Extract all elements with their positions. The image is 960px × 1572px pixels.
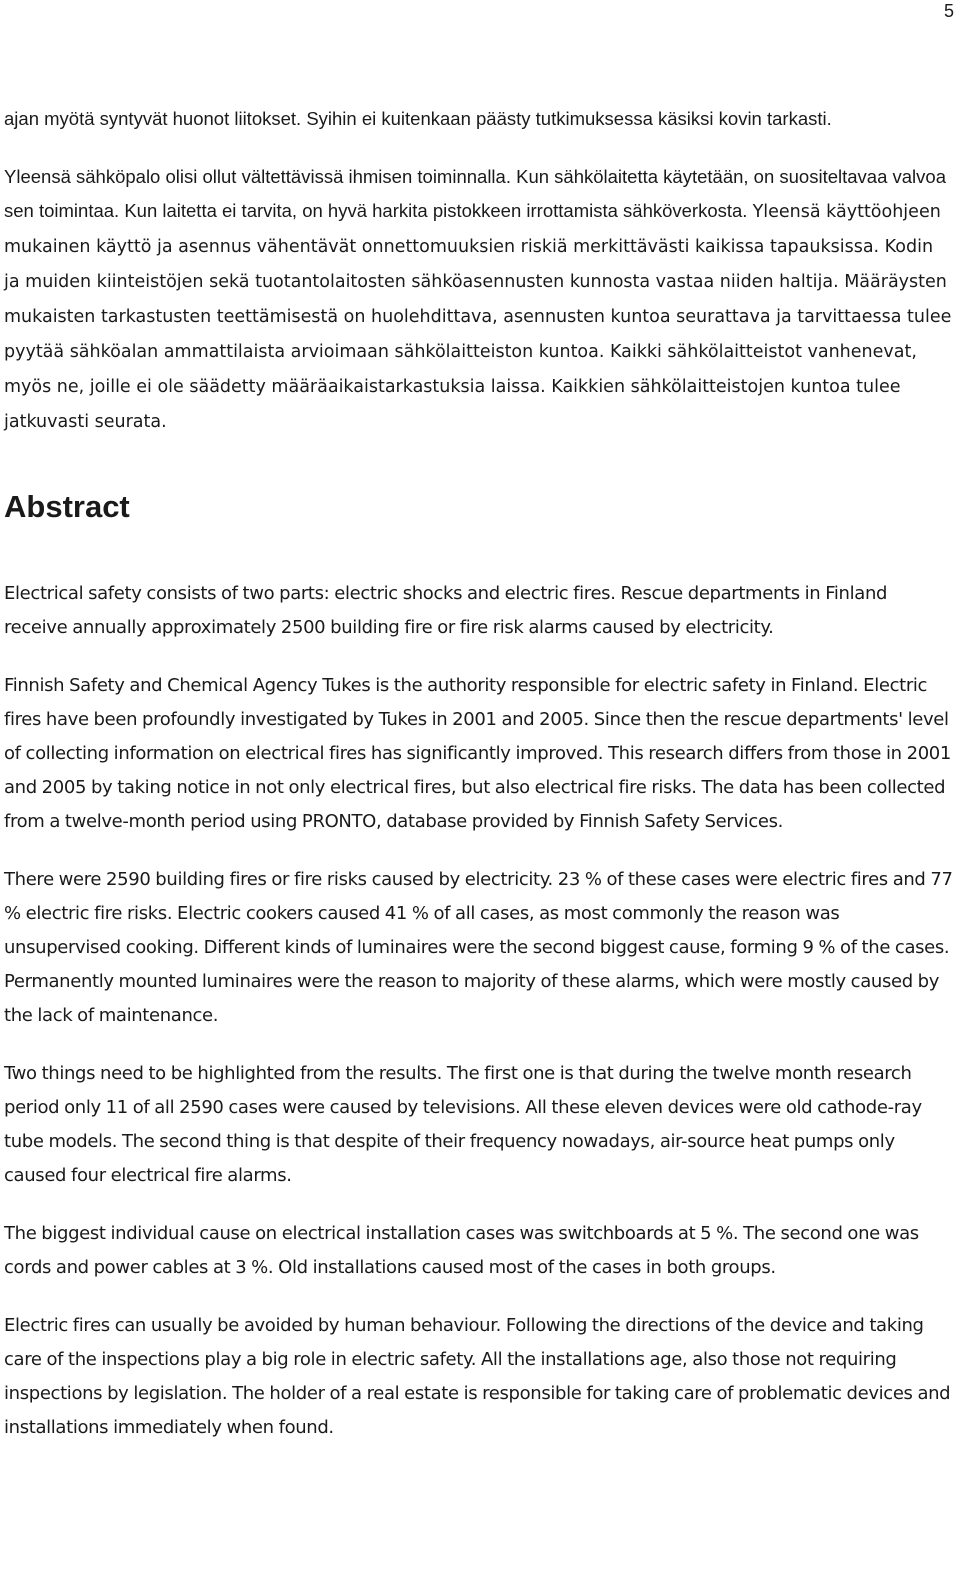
abstract-paragraph-3: There were 2590 building fires or fire risks caused by electricity. 23 % of these cases were electric fires and 77 % electric fire risks. Electric cookers caused 41 % of all cases, as most commonly the reason was unsupervised cooking. Different kinds of luminaires were the second biggest cause, forming 9 % of the cases. Permanently mounted luminaires were the reason to majority of these alarms, which were mostly caused by the lack of maintenance. [4,869,953,1026]
finnish-paragraph-summary-start: Yleensä sähköpalo olisi ollut vältettävissä ihmisen toiminnalla. Kun sähkölaitetta käytetään, on suositeltavaa valvoa sen toimintaa. Kun laitetta ei tarvita, on hyvä harkita pistokkeen irrottamista sähköverkosta. [4,166,946,221]
finnish-paragraph-summary [4,160,954,439]
page-body [4,102,954,1469]
abstract-paragraph-4: Two things need to be highlighted from the results. The first one is that during the twelve month research period only 11 of all 2590 cases were caused by televisions. All these eleven devices were old cathode-ray tube models. The second thing is that despite of their frequency nowadays, air-source heat pumps only caused four electrical fire alarms. [4,1063,922,1186]
abstract-paragraph-2: Finnish Safety and Chemical Agency Tukes is the authority responsible for electric safety in Finland. Electric fires have been profoundly investigated by Tukes in 2001 and 2005. Since then the rescue departments' level of collecting information on electrical fires has significantly improved. This research differs from those in 2001 and 2005 by taking notice in not only electrical fires, but also electrical fire risks. The data has been collected from a twelve-month period using PRONTO, database provided by Finnish Safety Services. [4,675,951,832]
page-number: 5 [943,1,954,21]
abstract-heading: Abstract [4,489,130,524]
abstract-paragraph-6: Electric fires can usually be avoided by human behaviour. Following the directions of the device and taking care of the inspections play a big role in electric safety. All the installations age, also those not requiring inspections by legislation. The holder of a real estate is responsible for taking care of problematic devices and installations immediately when found. [4,1315,951,1438]
abstract-paragraph-1: Electrical safety consists of two parts: electric shocks and electric fires. Rescue departments in Finland receive annually approximately 2500 building fire or fire risk alarms caused by electricity. [4,583,888,638]
finnish-paragraph-continuation: ajan myötä syntyvät huonot liitokset. Syihin ei kuitenkaan päästy tutkimuksessa käsiksi kovin tarkasti. [4,108,832,129]
finnish-paragraph-summary-end: Yleensä käyttöohjeen mukainen käyttö ja asennus vähentävät onnettomuuksien riskiä merkittävästi kaikissa tapauksissa. Kodin ja muiden kiinteistöjen sekä tuotantolaitosten sähköasennusten kunnosta vastaa niiden haltija. Määräysten mukaisten tarkastusten teettämisestä on huolehdittava, asennusten kuntoa seurattava ja tarvittaessa tulee pyytää sähköalan ammattilaista arvioimaan sähkölaitteiston kuntoa. Kaikki sähkölaitteistot vanhenevat, myös ne, joille ei ole säädetty määräaikaistarkastuksia laissa. Kaikkien sähkölaitteistojen kuntoa tulee jatkuvasti seurata. [4,202,952,432]
abstract-paragraph-5: The biggest individual cause on electrical installation cases was switchboards at 5 %. The second one was cords and power cables at 3 %. Old installations caused most of the cases in both groups. [4,1223,919,1278]
